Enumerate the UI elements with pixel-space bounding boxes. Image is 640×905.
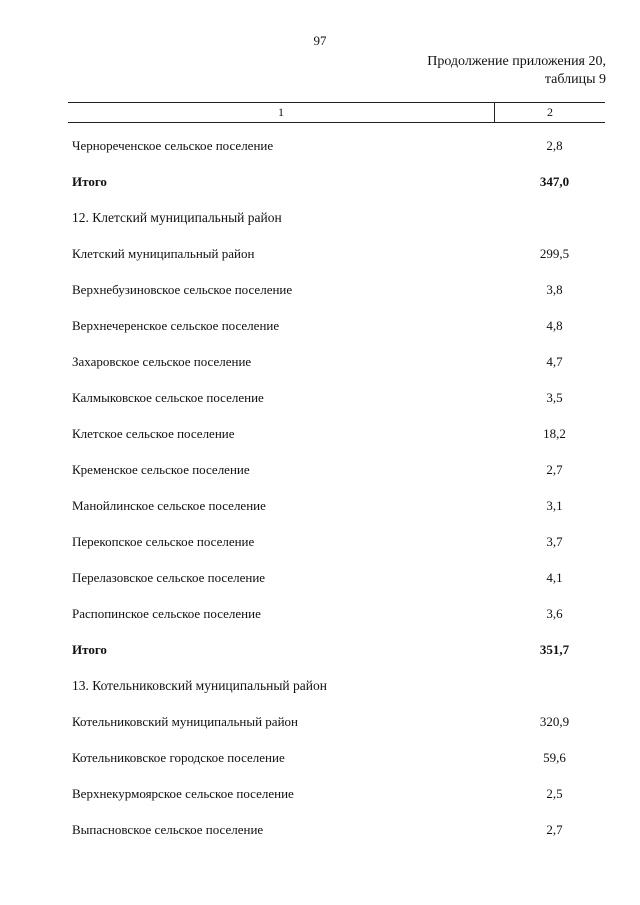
table-row-total bbox=[68, 164, 605, 200]
table-row bbox=[68, 344, 605, 380]
row-value: 347,0 bbox=[539, 174, 570, 189]
table-row bbox=[68, 704, 605, 740]
header-column-1: 1 bbox=[68, 103, 495, 122]
header-column-2: 2 bbox=[547, 105, 553, 119]
table-header bbox=[68, 102, 605, 123]
row-value: 299,5 bbox=[539, 246, 570, 261]
table-row bbox=[68, 308, 605, 344]
row-value: 3,7 bbox=[546, 534, 563, 549]
row-value: 2,7 bbox=[546, 462, 563, 477]
row-value: 18,2 bbox=[543, 426, 566, 441]
row-value: 4,7 bbox=[546, 354, 563, 369]
row-value: 3,1 bbox=[546, 498, 563, 513]
row-name: Манойлинское сельское поселение bbox=[72, 498, 266, 513]
table-row-section bbox=[68, 200, 605, 236]
row-name: Кременское сельское поселение bbox=[72, 462, 250, 477]
row-value: 59,6 bbox=[543, 750, 566, 765]
table-row bbox=[68, 776, 605, 812]
table-row bbox=[68, 524, 605, 560]
row-name: Перекопское сельское поселение bbox=[72, 534, 255, 549]
caption-line-2: таблицы 9 bbox=[544, 72, 606, 87]
row-name: Захаровское сельское поселение bbox=[72, 354, 252, 369]
caption-line-1: Продолжение приложения 20, bbox=[427, 54, 606, 69]
row-name: Итого bbox=[72, 642, 107, 657]
row-name: Калмыковское сельское поселение bbox=[72, 390, 264, 405]
table-row bbox=[68, 812, 605, 848]
table-row bbox=[68, 236, 605, 272]
row-name: Клетское сельское поселение bbox=[72, 426, 235, 441]
table-row bbox=[68, 452, 605, 488]
row-value: 3,5 bbox=[546, 390, 563, 405]
row-value: 3,6 bbox=[546, 606, 563, 621]
row-name: Клетский муниципальный район bbox=[72, 246, 255, 261]
table-row bbox=[68, 560, 605, 596]
table-row-total bbox=[68, 632, 605, 668]
row-name: Котельниковское городское поселение bbox=[72, 750, 285, 765]
table-row bbox=[68, 128, 605, 164]
row-name: Верхнечеренское сельское поселение bbox=[72, 318, 280, 333]
page-number: 97 bbox=[313, 33, 327, 48]
row-name: Выпасновское сельское поселение bbox=[72, 822, 264, 837]
row-name: Верхнебузиновское сельское поселение bbox=[72, 282, 293, 297]
row-name: Перелазовское сельское поселение bbox=[72, 570, 266, 585]
table-row bbox=[68, 380, 605, 416]
row-value: 3,8 bbox=[546, 282, 563, 297]
row-value: 351,7 bbox=[539, 642, 570, 657]
table-body bbox=[68, 128, 605, 848]
table-row bbox=[68, 272, 605, 308]
row-name: Верхнекурмоярское сельское поселение bbox=[72, 786, 294, 801]
row-name: Распопинское сельское поселение bbox=[72, 606, 261, 621]
row-name: Котельниковский муниципальный район bbox=[72, 714, 298, 729]
row-value: 2,5 bbox=[546, 786, 563, 801]
row-name: 12. Клетский муниципальный район bbox=[72, 210, 282, 225]
row-value: 2,7 bbox=[546, 822, 563, 837]
row-value: 2,8 bbox=[546, 138, 563, 153]
row-name: 13. Котельниковский муниципальный район bbox=[72, 678, 327, 693]
row-value: 320,9 bbox=[539, 714, 570, 729]
row-name: Чернореченское сельское поселение bbox=[72, 138, 274, 153]
table-row bbox=[68, 416, 605, 452]
row-value: 4,8 bbox=[546, 318, 563, 333]
table-row bbox=[68, 740, 605, 776]
table-caption bbox=[427, 53, 606, 89]
table-row-section bbox=[68, 668, 605, 704]
row-value: 4,1 bbox=[546, 570, 563, 585]
table-row bbox=[68, 596, 605, 632]
row-name: Итого bbox=[72, 174, 107, 189]
table-row bbox=[68, 488, 605, 524]
